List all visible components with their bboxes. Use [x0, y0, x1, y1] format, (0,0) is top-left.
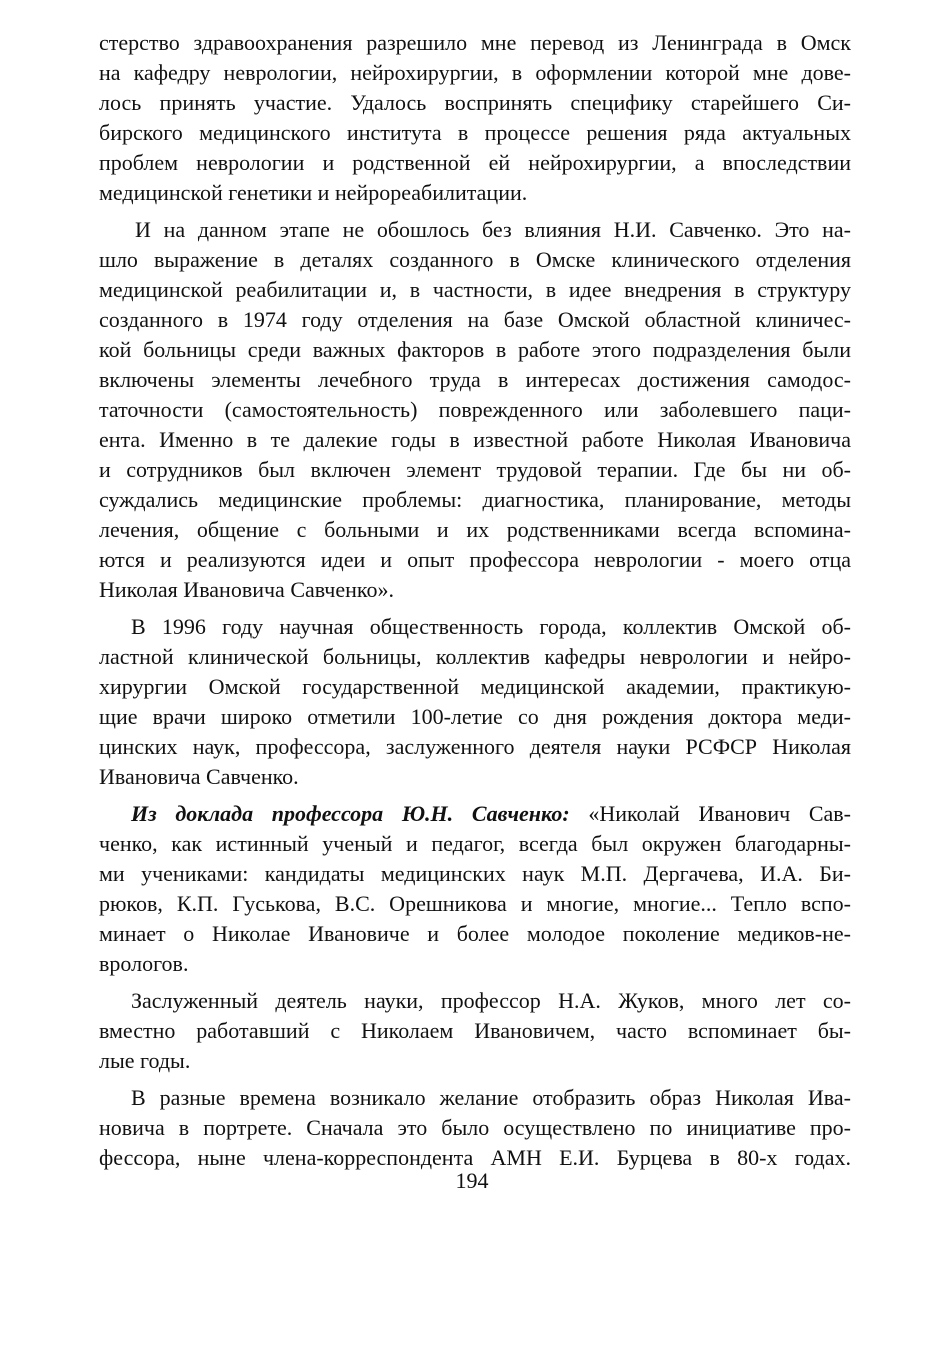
- text-line: и сотрудников был включен элемент трудовой терапии. Где бы ни об-: [99, 457, 851, 482]
- paragraph-4: [99, 799, 851, 979]
- text-line: цинских наук, профессора, заслуженного деятеля науки РСФСР Николая: [99, 734, 851, 759]
- text-line: созданного в 1974 году отделения на базе Омской областной клиничес-: [99, 307, 851, 332]
- text-line: рюков, К.П. Гуськова, В.С. Орешникова и многие, многие... Тепло вспо-: [99, 891, 851, 916]
- text-line: хирургии Омской государственной медицинской академии, практикую-: [99, 674, 851, 699]
- report-quote-start: «Николай Иванович Сав-: [588, 801, 852, 826]
- text-line: проблем неврологии и родственной ей нейрохирургии, а впоследствии: [99, 150, 851, 175]
- paragraph-6: [99, 1083, 851, 1173]
- text-line: лось принять участие. Удалось воспринять специфику старейшего Си-: [99, 90, 851, 115]
- text-line: медицинской генетики и нейрореабилитации.: [99, 180, 528, 205]
- paragraph-5: [99, 986, 851, 1076]
- text-line: фессора, ныне члена-корреспондента АМН Е.И. Бурцева в 80-х годах.: [99, 1145, 851, 1170]
- text-line: на кафедру неврологии, нейрохирургии, в оформлении которой мне дове-: [99, 60, 851, 85]
- text-line: Николая Ивановича Савченко».: [99, 577, 394, 602]
- paragraph-1: [99, 28, 851, 208]
- page-body: [99, 28, 851, 1173]
- text-line: Заслуженный деятель науки, профессор Н.А. Жуков, много лет со-: [131, 988, 851, 1013]
- text-line: суждались медицинские проблемы: диагностика, планирование, методы: [99, 487, 851, 512]
- report-lead: Из доклада профессора Ю.Н. Савченко:: [131, 801, 570, 826]
- text-line: ми учениками: кандидаты медицинских наук М.П. Дергачева, И.А. Би-: [99, 861, 851, 886]
- text-line: стерство здравоохранения разрешило мне перевод из Ленинграда в Омск: [99, 30, 851, 55]
- text-line: И на данном этапе не обошлось без влияния Н.И. Савченко. Это на-: [135, 217, 851, 242]
- text-line: ченко, как истинный ученый и педагог, всегда был окружен благодарны-: [99, 831, 851, 856]
- paragraph-3: [99, 612, 851, 792]
- text-line: [99, 799, 851, 829]
- text-line: шло выражение в деталях созданного в Омске клинического отделения: [99, 247, 851, 272]
- text-line: таточности (самостоятельность) поврежденного или заболевшего паци-: [99, 397, 851, 422]
- text-line: лечения, общение с больными и их родственниками всегда вспомина-: [99, 517, 851, 542]
- text-line: новича в портрете. Сначала это было осуществлено по инициативе про-: [99, 1115, 851, 1140]
- text-line: вместно работавший с Николаем Ивановичем, часто вспоминает бы-: [99, 1018, 851, 1043]
- text-line: Ивановича Савченко.: [99, 764, 299, 789]
- text-line: медицинской реабилитации и, в частности, в идее внедрения в структуру: [99, 277, 851, 302]
- text-line: В разные времена возникало желание отобразить образ Николая Ива-: [131, 1085, 851, 1110]
- page-number: 194: [455, 1168, 489, 1193]
- text-line: кой больницы среди важных факторов в работе этого подразделения были: [99, 337, 851, 362]
- paragraph-2: [99, 215, 851, 605]
- text-line: лые годы.: [99, 1048, 191, 1073]
- text-line: ластной клинической больницы, коллектив кафедры неврологии и нейро-: [99, 644, 851, 669]
- text-line: включены элементы лечебного труда в интересах достижения самодос-: [99, 367, 851, 392]
- text-line: бирского медицинского института в процессе решения ряда актуальных: [99, 120, 851, 145]
- text-line: врологов.: [99, 951, 189, 976]
- text-line: щие врачи широко отметили 100-летие со дня рождения доктора меди-: [99, 704, 851, 729]
- text-line: минает о Николае Ивановиче и более молодое поколение медиков-не-: [99, 921, 851, 946]
- text-line: ента. Именно в те далекие годы в известной работе Николая Ивановича: [99, 427, 851, 452]
- text-line: В 1996 году научная общественность города, коллектив Омской об-: [131, 614, 851, 639]
- text-line: ются и реализуются идеи и опыт профессора неврологии - моего отца: [99, 547, 851, 572]
